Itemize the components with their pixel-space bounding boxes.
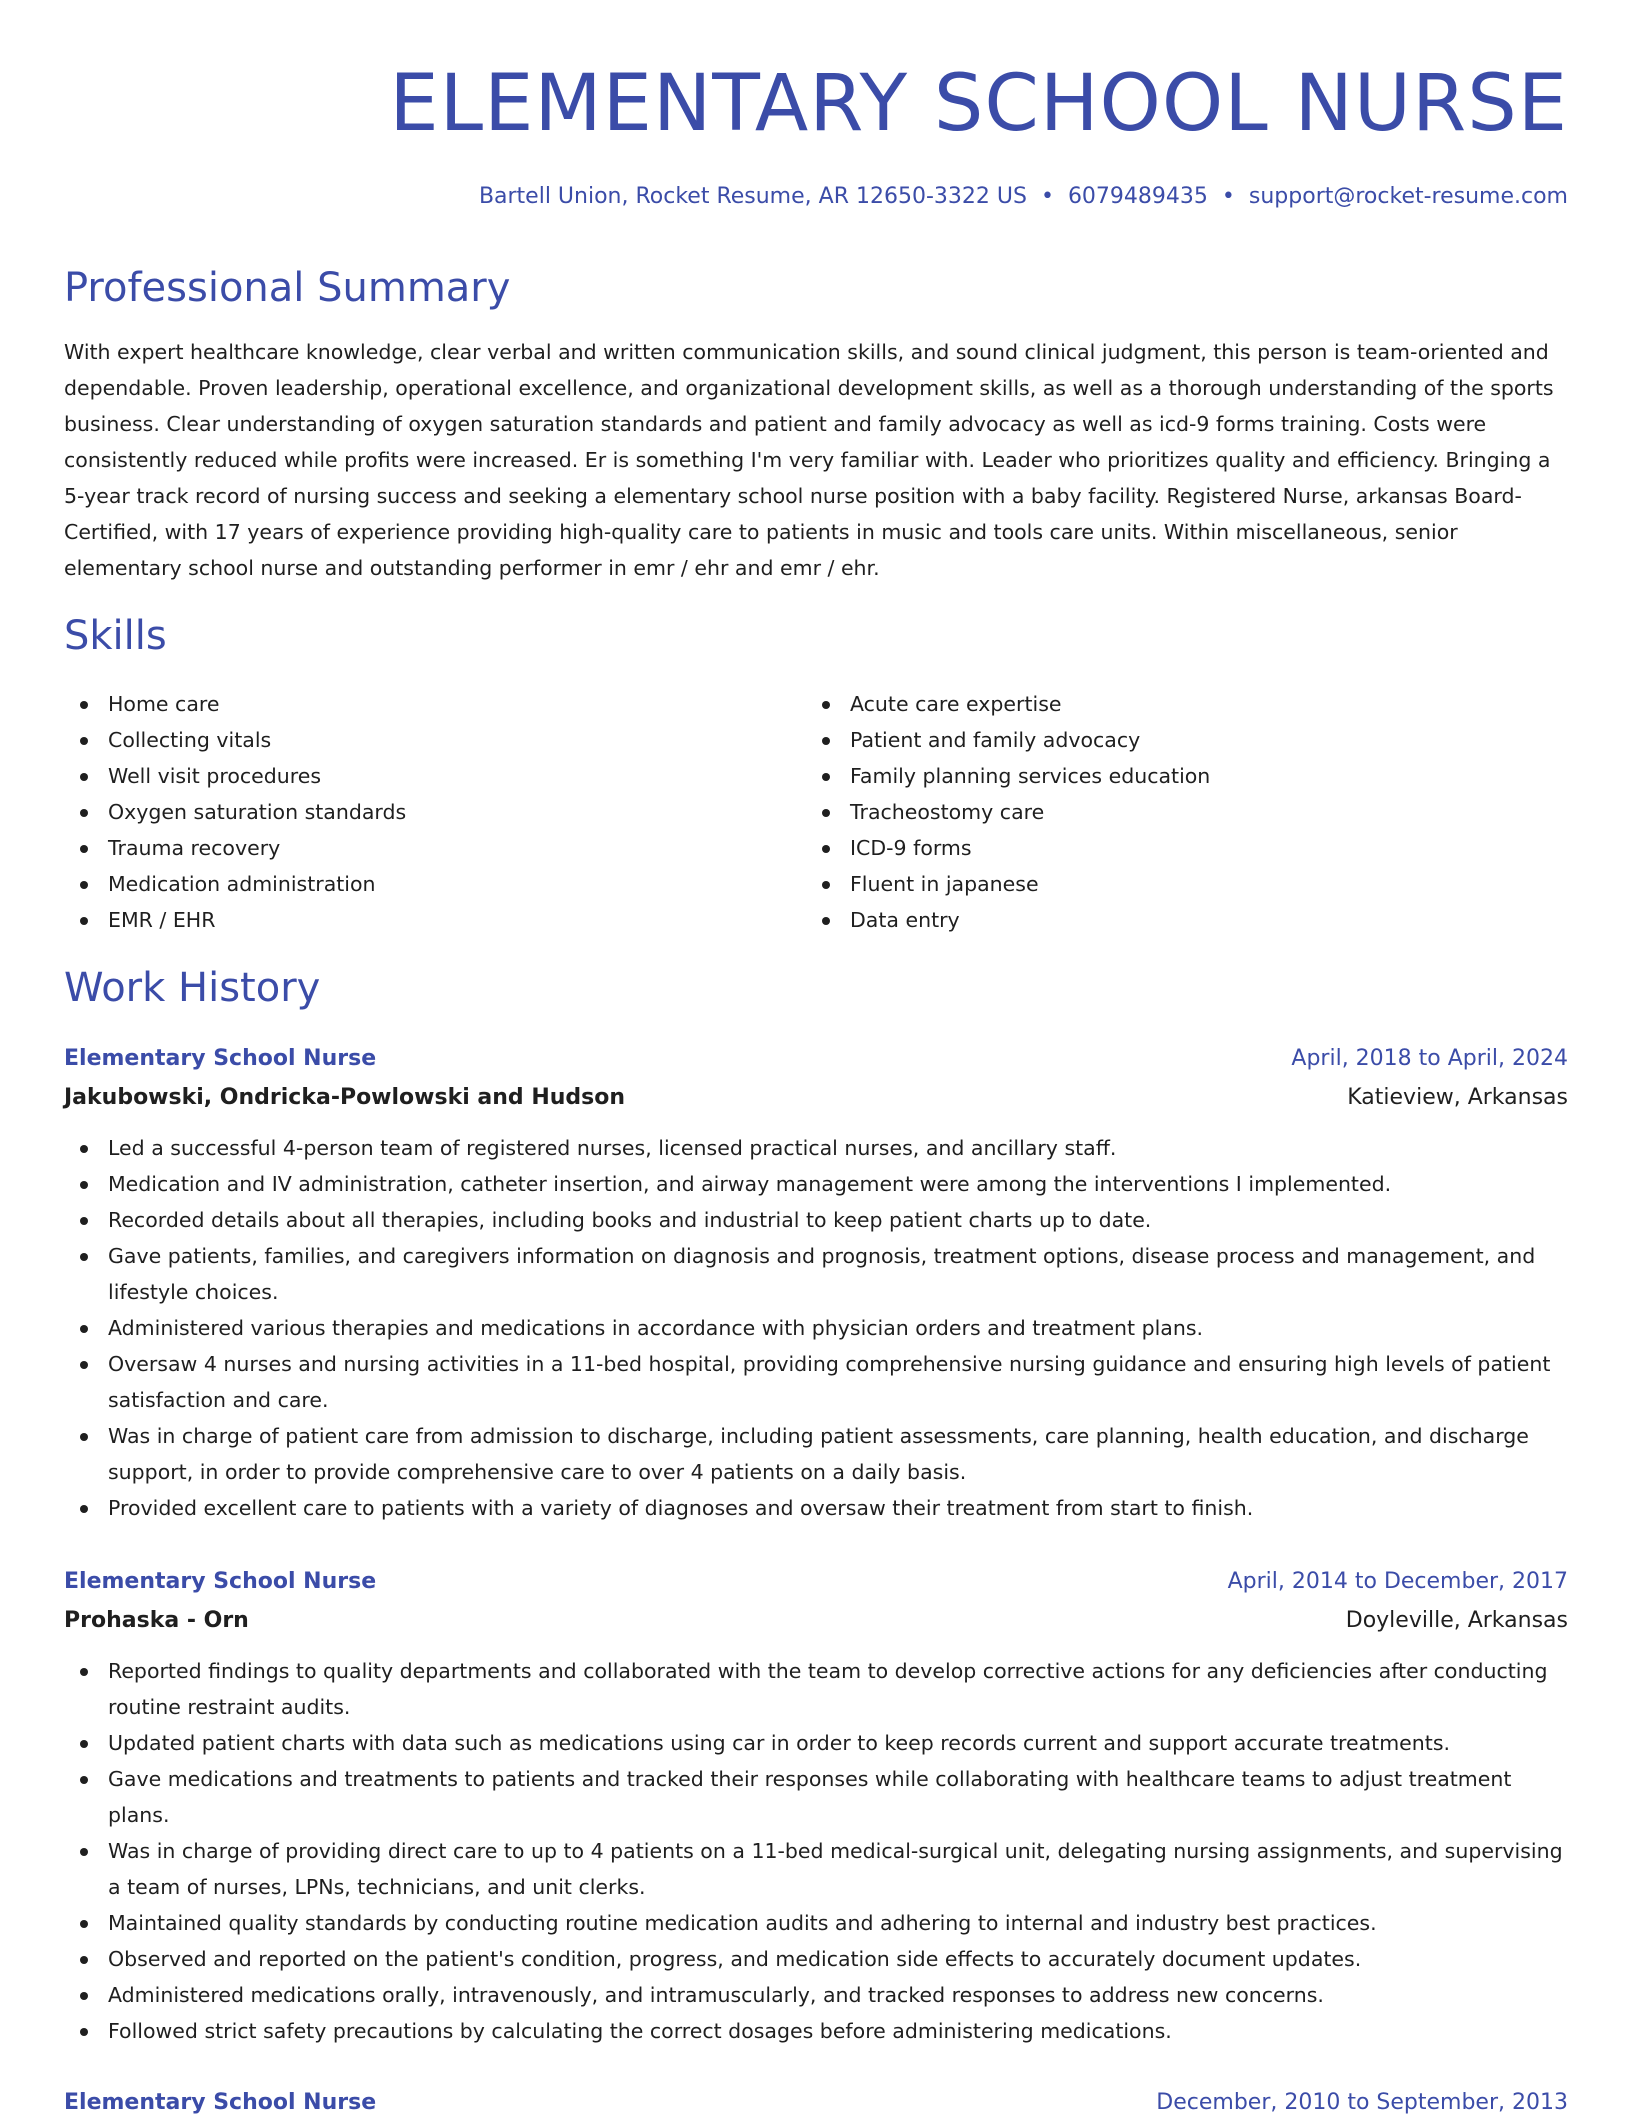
job-dates: December, 2010 to September, 2013 (1156, 2090, 1568, 2115)
job-location: Katieview, Arkansas (1347, 1085, 1568, 1110)
skill-item: Collecting vitals (64, 722, 806, 758)
job-location: Doyleville, Arkansas (1345, 1608, 1568, 1633)
job-entry (64, 2084, 1568, 2122)
duty-item: Led a successful 4-person team of registered nurses, licensed practical nurses, and ancillary staff. (64, 1130, 1568, 1166)
duty-item: Was in charge of patient care from admission to discharge, including patient assessments, care planning, health education, and discharge support, in order to provide comprehensive care to over 4 patients on a daily basis. (64, 1418, 1568, 1490)
duty-item: Gave patients, families, and caregivers information on diagnosis and prognosis, treatment options, disease process and management, and lifestyle choices. (64, 1238, 1568, 1310)
duty-item: Oversaw 4 nurses and nursing activities in a 11-bed hospital, providing comprehensive nursing guidance and ensuring high levels of patient satisfaction and care. (64, 1346, 1568, 1418)
resume-title: ELEMENTARY SCHOOL NURSE (389, 59, 1568, 149)
duty-item: Was in charge of providing direct care to up to 4 patients on a 11-bed medical-surgical unit, delegating nursing assignments, and supervising a team of nurses, LPNs, technicians, and unit clerks. (64, 1833, 1568, 1905)
job-duties (64, 1653, 1568, 2049)
job-company: Jakubowski, Ondricka-Powlowski and Hudson (64, 1085, 626, 1110)
duty-item: Updated patient charts with data such as medications using car in order to keep records current and support accurate treatments. (64, 1725, 1568, 1761)
job-title: Elementary School Nurse (64, 2090, 377, 2115)
job-title: Elementary School Nurse (64, 1046, 377, 1071)
duty-item: Administered medications orally, intravenously, and intramuscularly, and tracked responses to address new concerns. (64, 1977, 1568, 2013)
job-entry (64, 1040, 1568, 1526)
skill-item: Oxygen saturation standards (64, 794, 806, 830)
duty-item: Administered various therapies and medications in accordance with physician orders and treatment plans. (64, 1310, 1568, 1346)
job-dates: April, 2014 to December, 2017 (1227, 1569, 1568, 1594)
skill-item: Patient and family advocacy (806, 722, 1548, 758)
skill-item: Trauma recovery (64, 830, 806, 866)
contact-address: Bartell Union, Rocket Resume, AR 12650-3322 US (478, 184, 1027, 209)
job-dates: April, 2018 to April, 2024 (1291, 1046, 1568, 1071)
skills-list (64, 686, 1568, 938)
duty-item: Reported findings to quality departments and collaborated with the team to develop corrective actions for any deficiencies after conducting routine restraint audits. (64, 1653, 1568, 1725)
job-title: Elementary School Nurse (64, 1569, 377, 1594)
duty-item: Medication and IV administration, catheter insertion, and airway management were among the interventions I implemented. (64, 1166, 1568, 1202)
skill-item: Family planning services education (806, 758, 1548, 794)
contact-separator: • (1221, 184, 1235, 209)
duty-item: Provided excellent care to patients with a variety of diagnoses and oversaw their treatment from start to finish. (64, 1490, 1568, 1526)
skill-item: Tracheostomy care (806, 794, 1548, 830)
duty-item: Recorded details about all therapies, including books and industrial to keep patient charts up to date. (64, 1202, 1568, 1238)
job-company: Prohaska - Orn (64, 1608, 249, 1633)
job-duties (64, 1130, 1568, 1526)
skill-item: Well visit procedures (64, 758, 806, 794)
job-entry (64, 1563, 1568, 2049)
skill-item: Home care (64, 686, 806, 722)
summary-text: With expert healthcare knowledge, clear verbal and written communication skills, and sound clinical judgment, this person is team-oriented and dependable. Proven leadership, operational excellence, and organizational development skills, as well as a thorough understanding of the sports business. Clear understanding of oxygen saturation standards and patient and family advocacy as well as icd-9 forms training. Costs were consistently reduced while profits were increased. Er is something I'm very familiar with. Leader who prioritizes quality and efficiency. Bringing a 5-year track record of nursing success and seeking a elementary school nurse position with a baby facility. Registered Nurse, arkansas Board-Certified, with 17 years of experience providing high-quality care to patients in music and tools care units. Within miscellaneous, senior elementary school nurse and outstanding performer in emr / ehr and emr / ehr. (64, 340, 1554, 580)
skill-item: ICD-9 forms (806, 830, 1548, 866)
skills-column-right (806, 686, 1548, 938)
skill-item: Data entry (806, 902, 1548, 938)
contact-line (479, 180, 1568, 214)
contact-email: support@rocket-resume.com (1248, 184, 1568, 209)
skill-item: Medication administration (64, 866, 806, 902)
duty-item: Gave medications and treatments to patients and tracked their responses while collaborating with healthcare teams to adjust treatment plans. (64, 1761, 1568, 1833)
contact-separator: • (1040, 184, 1054, 209)
skill-item: Fluent in japanese (806, 866, 1548, 902)
skill-item: Acute care expertise (806, 686, 1548, 722)
duty-item: Followed strict safety precautions by calculating the correct dosages before administering medications. (64, 2013, 1568, 2049)
contact-phone: 6079489435 (1067, 184, 1208, 209)
work-history-heading: Work History (64, 965, 321, 1011)
duty-item: Observed and reported on the patient's condition, progress, and medication side effects to accurately document updates. (64, 1941, 1568, 1977)
skill-item: EMR / EHR (64, 902, 806, 938)
summary-heading: Professional Summary (64, 265, 511, 311)
duty-item: Maintained quality standards by conducting routine medication audits and adhering to internal and industry best practices. (64, 1905, 1568, 1941)
skills-column-left (64, 686, 806, 938)
skills-heading: Skills (64, 613, 167, 659)
